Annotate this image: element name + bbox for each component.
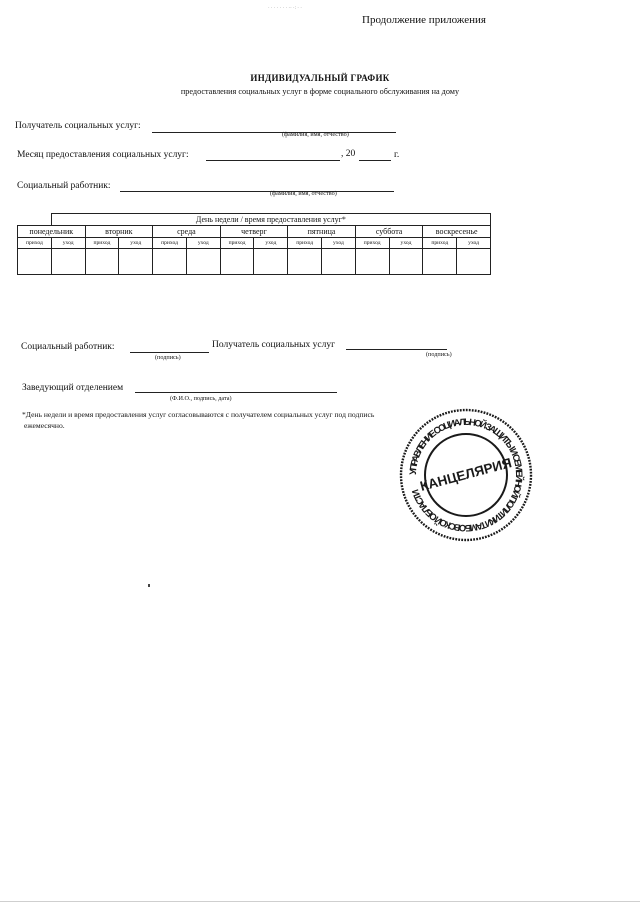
time-cell[interactable] [389, 249, 423, 275]
leave-header: уход [389, 238, 423, 249]
leave-header: уход [254, 238, 288, 249]
head-label: Заведующий отделением [22, 383, 124, 393]
worker-hint: (фамилия, имя, отчество) [270, 190, 337, 197]
time-cell[interactable] [186, 249, 220, 275]
arrive-header: приход [153, 238, 187, 249]
month-field[interactable] [206, 160, 340, 161]
head-field[interactable] [135, 392, 337, 393]
sign-recipient-hint: (подпись) [426, 351, 452, 358]
stamp-ring-text: УПРАВЛЕНИЕ СОЦИАЛЬНОЙ ЗАЩИТЫ И СЕМЕЙНОЙ ПОЛИТИКИ ТАМБОВСКОЙ ОБЛАСТИ [406, 415, 526, 535]
time-cell[interactable] [288, 249, 322, 275]
sign-recipient-label: Получатель социальных услуг [212, 340, 335, 350]
sign-worker-hint: (подпись) [155, 354, 181, 361]
office-stamp [398, 407, 534, 543]
recipient-hint: (фамилия, имя, отчество) [282, 131, 349, 138]
arrive-header: приход [423, 238, 457, 249]
year-field[interactable] [359, 160, 391, 161]
day-header: пятница [288, 226, 356, 238]
time-cell[interactable] [355, 249, 389, 275]
worker-field[interactable] [120, 191, 394, 192]
time-cell[interactable] [85, 249, 119, 275]
month-label: Месяц предоставления социальных услуг: [17, 150, 189, 160]
footnote-line-1: *День недели и время предоставления услуг согласовываются с получателем социальных услуг под подпись [22, 410, 375, 419]
leave-header: уход [322, 238, 356, 249]
arrive-header: приход [18, 238, 52, 249]
stamp-center-text: КАНЦЕЛЯРИЯ [418, 455, 514, 494]
day-header: понедельник [18, 226, 86, 238]
scan-edge [0, 901, 640, 902]
sign-worker-label: Социальный работник: [21, 342, 115, 352]
time-cell[interactable] [322, 249, 356, 275]
day-header: суббота [355, 226, 423, 238]
day-header: среда [153, 226, 221, 238]
scan-speck [148, 584, 150, 587]
recipient-field[interactable] [152, 132, 396, 133]
day-header: вторник [85, 226, 153, 238]
time-cell[interactable] [51, 249, 85, 275]
footnote-line-2: ежемесячно. [24, 421, 65, 430]
time-cell[interactable] [18, 249, 52, 275]
time-cell[interactable] [457, 249, 491, 275]
time-cell[interactable] [423, 249, 457, 275]
arrive-header: приход [288, 238, 322, 249]
schedule-caption: День недели / время предоставления услуг* [51, 214, 490, 226]
year-prefix: , 20 [341, 149, 356, 159]
day-header: четверг [220, 226, 288, 238]
leave-header: уход [186, 238, 220, 249]
document-subtitle: предоставления социальных услуг в форме социального обслуживания на дому [180, 87, 460, 96]
year-suffix: г. [394, 150, 400, 160]
arrive-header: приход [355, 238, 389, 249]
schedule-table [17, 213, 491, 275]
day-header: воскресенье [423, 226, 491, 238]
arrive-header: приход [85, 238, 119, 249]
head-hint: (Ф.И.О., подпись, дата) [170, 395, 232, 402]
time-cell[interactable] [153, 249, 187, 275]
time-cell[interactable] [119, 249, 153, 275]
recipient-label: Получатель социальных услуг: [15, 121, 141, 131]
leave-header: уход [51, 238, 85, 249]
scan-mark: · · · · · · · ·· ·: · · [268, 6, 302, 11]
time-cell[interactable] [220, 249, 254, 275]
document-title: ИНДИВИДУАЛЬНЫЙ ГРАФИК [250, 73, 390, 83]
sign-recipient-field[interactable] [346, 349, 447, 350]
time-cell[interactable] [254, 249, 288, 275]
sign-worker-field[interactable] [130, 352, 209, 353]
leave-header: уход [457, 238, 491, 249]
worker-label: Социальный работник: [17, 181, 111, 191]
arrive-header: приход [220, 238, 254, 249]
appendix-label: Продолжение приложения [362, 14, 486, 26]
leave-header: уход [119, 238, 153, 249]
